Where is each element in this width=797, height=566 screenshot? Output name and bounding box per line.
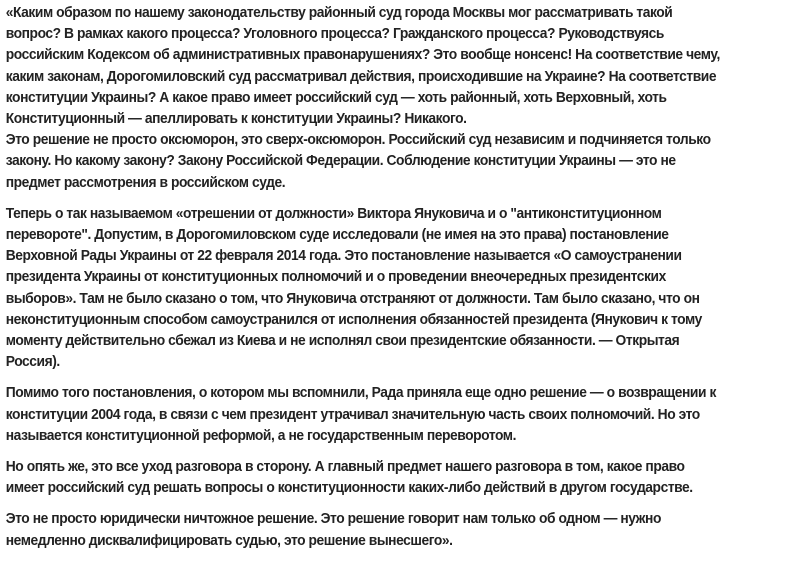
text-line: Это решение не просто оксюморон, это сверх-оксюморон. Российский суд независим и подчиняется только	[5, 132, 711, 149]
text-line: Россия).	[5, 354, 60, 371]
paragraph	[6, 457, 791, 499]
text-line: называется конституционной реформой, а не государственным переворотом.	[5, 427, 516, 444]
paragraph	[6, 509, 791, 551]
text-line: предмет рассмотрения в российском суде.	[5, 174, 286, 191]
text-line: Верховной Рады Украины от 22 февраля 2014 года. Это постановление называется «О самоустранении	[5, 248, 682, 265]
text-line: немедленно дисквалифицировать судью, это решение вынесшего».	[5, 532, 453, 549]
text-line: российским Кодексом об административных правонарушениях? Это вообще нонсенс! На соответствие чему,	[5, 47, 720, 64]
text-line: Но опять же, это все уход разговора в сторону. А главный предмет нашего разговора в том, какое право	[5, 459, 685, 476]
text-line: конституции Украины? А какое право имеет российский суд — хоть районный, хоть Верховный, хоть	[5, 89, 667, 106]
text-line: конституции 2004 года, в связи с чем президент утрачивал значительную часть своих полномочий. Но это	[5, 406, 700, 423]
text-line: имеет российский суд решать вопросы о конституционности каких-либо действий в другом государстве.	[5, 480, 693, 497]
text-line: Теперь о так называемом «отрешении от должности» Виктора Януковича и о "антиконституционном	[5, 205, 662, 222]
text-line: «Каким образом по нашему законодательству районный суд города Москвы мог рассматривать такой	[5, 5, 673, 21]
text-line: Это не просто юридически ничтожное решение. Это решение говорит нам только об одном — нужно	[5, 511, 661, 528]
paragraph	[6, 383, 791, 447]
text-line: неконституционным способом самоустранился от исполнения обязанностей президента (Янукович к тому	[5, 311, 702, 328]
text-line: перевороте". Допустим, в Дорогомиловском суде исследовали (не имея на это права) постановление	[5, 227, 669, 244]
paragraph	[6, 204, 791, 374]
text-line: моменту действительно сбежал из Киева и не исполнял свои президентские обязанности. — Открытая	[5, 333, 680, 350]
text-line: вопрос? В рамках какого процесса? Уголовного процесса? Гражданского процесса? Руководствуясь	[5, 26, 664, 43]
text-line: закону. Но какому закону? Закону Российской Федерации. Соблюдение конституции Украины — это не	[5, 153, 676, 170]
text-line: выборов». Там не было сказано о том, что Януковича отстраняют от должности. Там было сказано, что он	[5, 290, 700, 307]
text-line: Помимо того постановления, о котором мы вспомнили, Рада приняла еще одно решение — о возвращении к	[5, 385, 716, 402]
text-line: каким законам, Дорогомиловский суд рассматривал действия, происходившие на Украине? На соответствие	[5, 68, 717, 85]
paragraph	[6, 3, 791, 194]
text-line: Конституционный — апеллировать к конституции Украины? Никакого.	[5, 111, 467, 128]
text-line: президента Украины от конституционных полномочий и о проведении внеочередных президентских	[5, 269, 666, 286]
